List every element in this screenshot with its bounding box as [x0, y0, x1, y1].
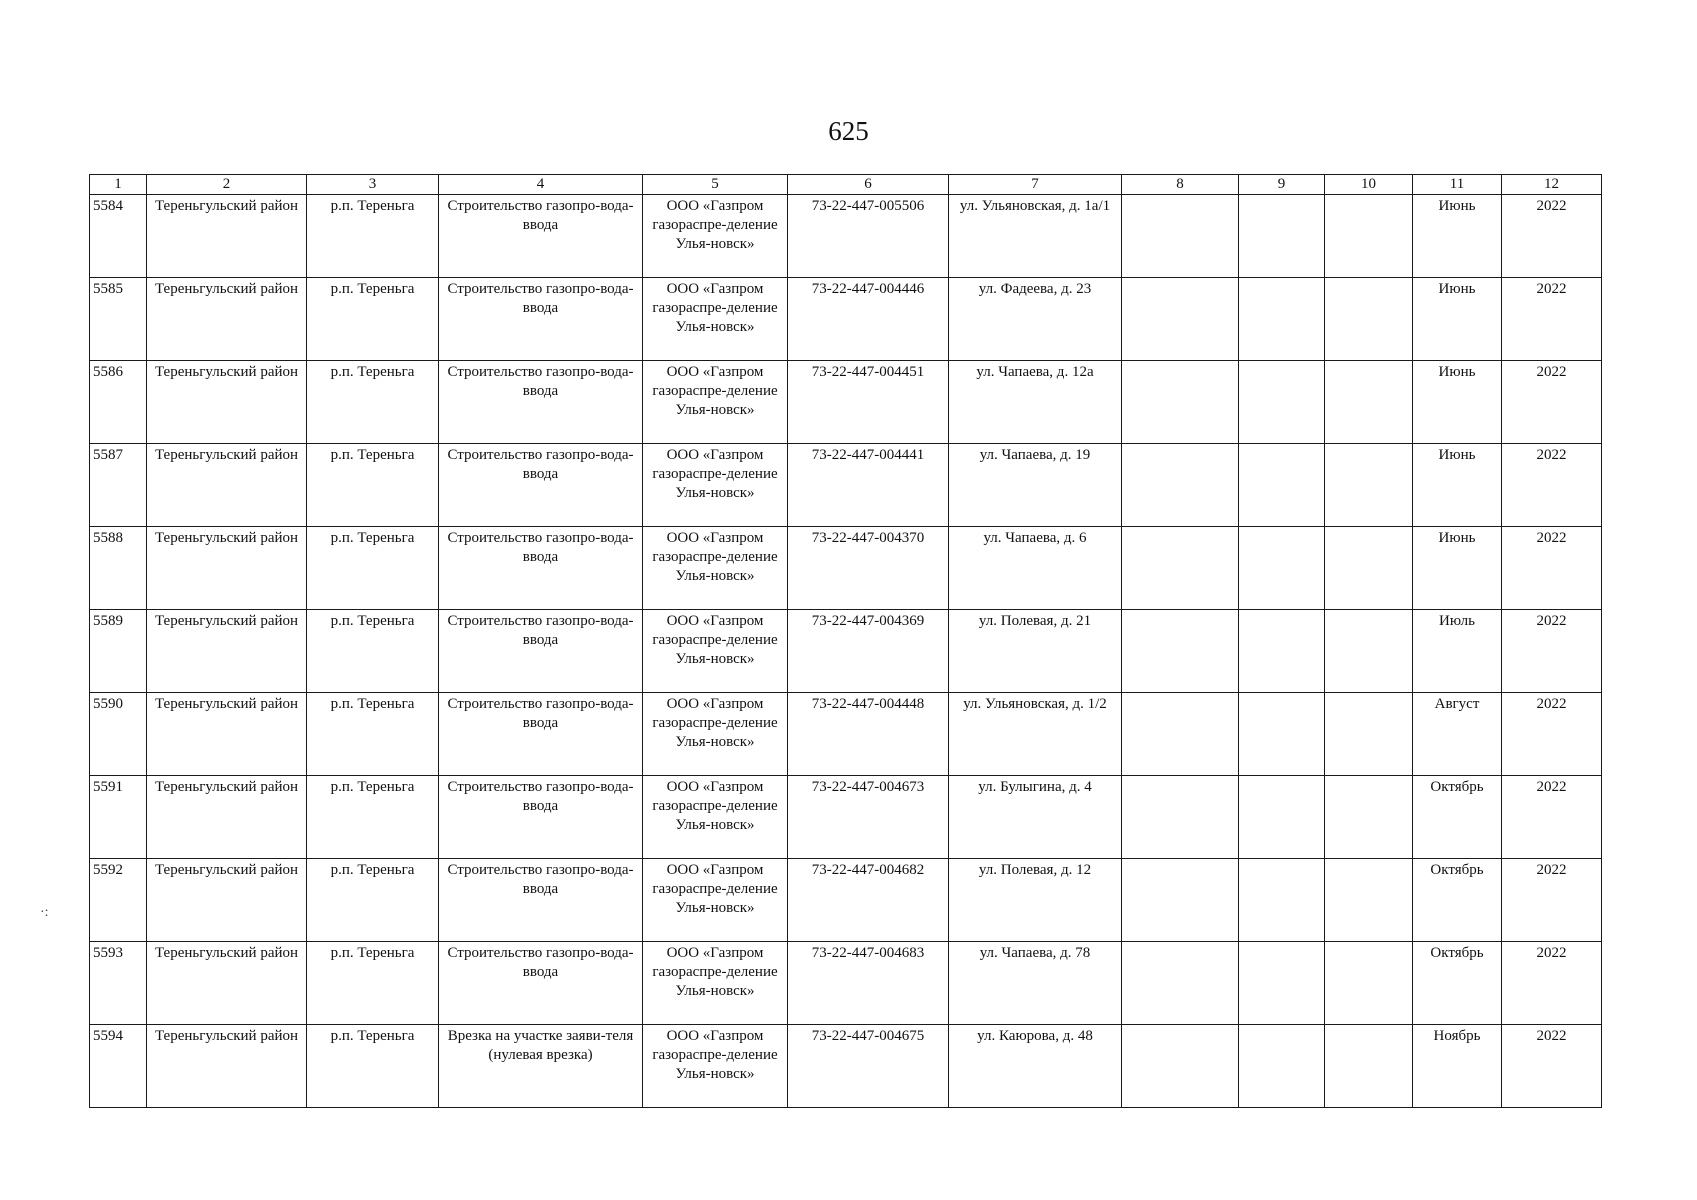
- row-number-cell: 5594: [90, 1025, 147, 1108]
- col9-cell: [1239, 444, 1325, 527]
- work-type-cell: Строительство газопро-вода-ввода: [439, 942, 643, 1025]
- col9-cell: [1239, 1025, 1325, 1108]
- settlement-cell: р.п. Тереньга: [307, 527, 439, 610]
- settlement-cell: р.п. Тереньга: [307, 859, 439, 942]
- col10-cell: [1325, 693, 1413, 776]
- register-table: [89, 174, 1602, 1108]
- district-cell: Тереньгульский район: [147, 444, 307, 527]
- object-code-cell: 73-22-447-004369: [788, 610, 949, 693]
- organization-cell: ООО «Газпром газораспре-деление Улья-новск»: [643, 278, 788, 361]
- col10-cell: [1325, 361, 1413, 444]
- month-cell: Октябрь: [1413, 776, 1502, 859]
- settlement-cell: р.п. Тереньга: [307, 610, 439, 693]
- organization-cell: ООО «Газпром газораспре-деление Улья-новск»: [643, 859, 788, 942]
- table-row: [90, 195, 1602, 278]
- district-cell: Тереньгульский район: [147, 859, 307, 942]
- address-cell: ул. Чапаева, д. 6: [949, 527, 1122, 610]
- object-code-cell: 73-22-447-005506: [788, 195, 949, 278]
- col9-cell: [1239, 278, 1325, 361]
- col8-cell: [1122, 444, 1239, 527]
- col9-cell: [1239, 693, 1325, 776]
- organization-cell: ООО «Газпром газораспре-деление Улья-новск»: [643, 610, 788, 693]
- organization-cell: ООО «Газпром газораспре-деление Улья-новск»: [643, 942, 788, 1025]
- col10-cell: [1325, 776, 1413, 859]
- work-type-cell: Врезка на участке заяви-теля (нулевая врезка): [439, 1025, 643, 1108]
- address-cell: ул. Чапаева, д. 19: [949, 444, 1122, 527]
- column-header: 6: [788, 175, 949, 195]
- month-cell: Июнь: [1413, 527, 1502, 610]
- organization-cell: ООО «Газпром газораспре-деление Улья-новск»: [643, 693, 788, 776]
- year-cell: 2022: [1502, 195, 1602, 278]
- work-type-cell: Строительство газопро-вода-ввода: [439, 776, 643, 859]
- object-code-cell: 73-22-447-004446: [788, 278, 949, 361]
- row-number-cell: 5585: [90, 278, 147, 361]
- address-cell: ул. Чапаева, д. 12а: [949, 361, 1122, 444]
- work-type-cell: Строительство газопро-вода-ввода: [439, 444, 643, 527]
- district-cell: Тереньгульский район: [147, 693, 307, 776]
- column-header: 12: [1502, 175, 1602, 195]
- column-header: 11: [1413, 175, 1502, 195]
- scan-mark: ·:: [40, 905, 49, 920]
- year-cell: 2022: [1502, 610, 1602, 693]
- object-code-cell: 73-22-447-004675: [788, 1025, 949, 1108]
- col8-cell: [1122, 361, 1239, 444]
- table-row: [90, 776, 1602, 859]
- organization-cell: ООО «Газпром газораспре-деление Улья-новск»: [643, 444, 788, 527]
- object-code-cell: 73-22-447-004682: [788, 859, 949, 942]
- year-cell: 2022: [1502, 693, 1602, 776]
- table-row: [90, 610, 1602, 693]
- table-row: [90, 942, 1602, 1025]
- col9-cell: [1239, 776, 1325, 859]
- column-header: 2: [147, 175, 307, 195]
- column-header: 8: [1122, 175, 1239, 195]
- address-cell: ул. Полевая, д. 12: [949, 859, 1122, 942]
- work-type-cell: Строительство газопро-вода-ввода: [439, 361, 643, 444]
- column-header: 5: [643, 175, 788, 195]
- col8-cell: [1122, 1025, 1239, 1108]
- table-row: [90, 361, 1602, 444]
- object-code-cell: 73-22-447-004448: [788, 693, 949, 776]
- month-cell: Июнь: [1413, 278, 1502, 361]
- year-cell: 2022: [1502, 278, 1602, 361]
- col10-cell: [1325, 610, 1413, 693]
- work-type-cell: Строительство газопро-вода-ввода: [439, 610, 643, 693]
- year-cell: 2022: [1502, 444, 1602, 527]
- col9-cell: [1239, 859, 1325, 942]
- row-number-cell: 5588: [90, 527, 147, 610]
- organization-cell: ООО «Газпром газораспре-деление Улья-новск»: [643, 776, 788, 859]
- col8-cell: [1122, 195, 1239, 278]
- organization-cell: ООО «Газпром газораспре-деление Улья-новск»: [643, 1025, 788, 1108]
- month-cell: Июль: [1413, 610, 1502, 693]
- col9-cell: [1239, 942, 1325, 1025]
- object-code-cell: 73-22-447-004370: [788, 527, 949, 610]
- col9-cell: [1239, 361, 1325, 444]
- work-type-cell: Строительство газопро-вода-ввода: [439, 527, 643, 610]
- col10-cell: [1325, 942, 1413, 1025]
- settlement-cell: р.п. Тереньга: [307, 444, 439, 527]
- col8-cell: [1122, 610, 1239, 693]
- col10-cell: [1325, 859, 1413, 942]
- address-cell: ул. Чапаева, д. 78: [949, 942, 1122, 1025]
- organization-cell: ООО «Газпром газораспре-деление Улья-новск»: [643, 527, 788, 610]
- district-cell: Тереньгульский район: [147, 1025, 307, 1108]
- col10-cell: [1325, 444, 1413, 527]
- col8-cell: [1122, 776, 1239, 859]
- district-cell: Тереньгульский район: [147, 361, 307, 444]
- settlement-cell: р.п. Тереньга: [307, 693, 439, 776]
- col8-cell: [1122, 527, 1239, 610]
- header-row: [90, 175, 1602, 195]
- row-number-cell: 5590: [90, 693, 147, 776]
- year-cell: 2022: [1502, 361, 1602, 444]
- work-type-cell: Строительство газопро-вода-ввода: [439, 693, 643, 776]
- address-cell: ул. Каюрова, д. 48: [949, 1025, 1122, 1108]
- address-cell: ул. Ульяновская, д. 1/2: [949, 693, 1122, 776]
- column-header: 4: [439, 175, 643, 195]
- table-row: [90, 278, 1602, 361]
- object-code-cell: 73-22-447-004441: [788, 444, 949, 527]
- col8-cell: [1122, 693, 1239, 776]
- year-cell: 2022: [1502, 942, 1602, 1025]
- year-cell: 2022: [1502, 527, 1602, 610]
- address-cell: ул. Булыгина, д. 4: [949, 776, 1122, 859]
- month-cell: Август: [1413, 693, 1502, 776]
- month-cell: Июнь: [1413, 361, 1502, 444]
- row-number-cell: 5587: [90, 444, 147, 527]
- district-cell: Тереньгульский район: [147, 278, 307, 361]
- column-header: 7: [949, 175, 1122, 195]
- district-cell: Тереньгульский район: [147, 195, 307, 278]
- work-type-cell: Строительство газопро-вода-ввода: [439, 859, 643, 942]
- work-type-cell: Строительство газопро-вода-ввода: [439, 195, 643, 278]
- settlement-cell: р.п. Тереньга: [307, 776, 439, 859]
- page-number: 625: [828, 116, 869, 146]
- address-cell: ул. Фадеева, д. 23: [949, 278, 1122, 361]
- col10-cell: [1325, 195, 1413, 278]
- col8-cell: [1122, 859, 1239, 942]
- col8-cell: [1122, 942, 1239, 1025]
- month-cell: Октябрь: [1413, 942, 1502, 1025]
- column-header: 9: [1239, 175, 1325, 195]
- district-cell: Тереньгульский район: [147, 527, 307, 610]
- col10-cell: [1325, 1025, 1413, 1108]
- settlement-cell: р.п. Тереньга: [307, 942, 439, 1025]
- row-number-cell: 5589: [90, 610, 147, 693]
- settlement-cell: р.п. Тереньга: [307, 278, 439, 361]
- year-cell: 2022: [1502, 1025, 1602, 1108]
- row-number-cell: 5592: [90, 859, 147, 942]
- row-number-cell: 5593: [90, 942, 147, 1025]
- column-header: 3: [307, 175, 439, 195]
- table-row: [90, 1025, 1602, 1108]
- col9-cell: [1239, 610, 1325, 693]
- settlement-cell: р.п. Тереньга: [307, 1025, 439, 1108]
- settlement-cell: р.п. Тереньга: [307, 195, 439, 278]
- month-cell: Июнь: [1413, 195, 1502, 278]
- col9-cell: [1239, 527, 1325, 610]
- table-row: [90, 444, 1602, 527]
- col9-cell: [1239, 195, 1325, 278]
- district-cell: Тереньгульский район: [147, 942, 307, 1025]
- month-cell: Июнь: [1413, 444, 1502, 527]
- object-code-cell: 73-22-447-004673: [788, 776, 949, 859]
- district-cell: Тереньгульский район: [147, 610, 307, 693]
- object-code-cell: 73-22-447-004683: [788, 942, 949, 1025]
- year-cell: 2022: [1502, 859, 1602, 942]
- column-header: 10: [1325, 175, 1413, 195]
- col10-cell: [1325, 278, 1413, 361]
- column-header: 1: [90, 175, 147, 195]
- address-cell: ул. Полевая, д. 21: [949, 610, 1122, 693]
- table-row: [90, 693, 1602, 776]
- table-row: [90, 527, 1602, 610]
- year-cell: 2022: [1502, 776, 1602, 859]
- district-cell: Тереньгульский район: [147, 776, 307, 859]
- table-row: [90, 859, 1602, 942]
- organization-cell: ООО «Газпром газораспре-деление Улья-новск»: [643, 195, 788, 278]
- row-number-cell: 5591: [90, 776, 147, 859]
- month-cell: Ноябрь: [1413, 1025, 1502, 1108]
- table-body: [90, 195, 1602, 1108]
- address-cell: ул. Ульяновская, д. 1а/1: [949, 195, 1122, 278]
- object-code-cell: 73-22-447-004451: [788, 361, 949, 444]
- settlement-cell: р.п. Тереньга: [307, 361, 439, 444]
- row-number-cell: 5584: [90, 195, 147, 278]
- col8-cell: [1122, 278, 1239, 361]
- col10-cell: [1325, 527, 1413, 610]
- row-number-cell: 5586: [90, 361, 147, 444]
- month-cell: Октябрь: [1413, 859, 1502, 942]
- organization-cell: ООО «Газпром газораспре-деление Улья-новск»: [643, 361, 788, 444]
- work-type-cell: Строительство газопро-вода-ввода: [439, 278, 643, 361]
